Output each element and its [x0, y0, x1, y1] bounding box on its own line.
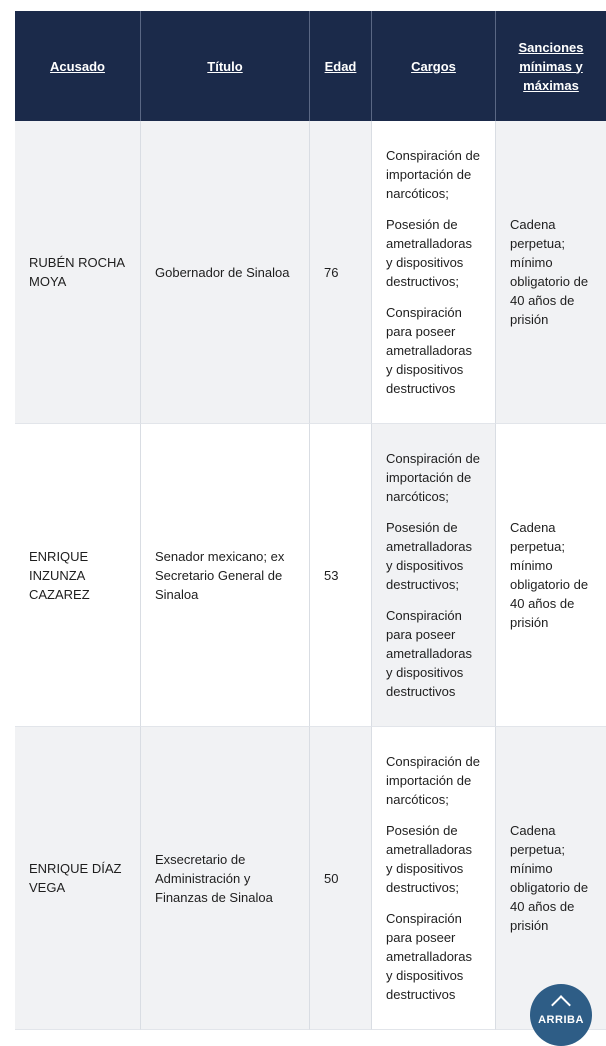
cell-cargos [372, 424, 496, 727]
charge-item: Conspiración de importación de narcóticos; [386, 148, 480, 201]
charge-item: Conspiración para poseer ametralladoras y dispositivos destructivos [386, 305, 472, 396]
cell-sanciones: Cadena perpetua; mínimo obligatorio de 40 años de prisión [496, 727, 606, 1030]
charge-item: Posesión de ametralladoras y dispositivos destructivos; [386, 217, 472, 289]
charge-item: Conspiración de importación de narcóticos; [386, 451, 480, 504]
charge-item: Conspiración de importación de narcóticos; [386, 754, 480, 807]
cell-titulo: Exsecretario de Administración y Finanzas de Sinaloa [141, 727, 310, 1030]
back-to-top-button[interactable] [530, 984, 592, 1046]
cell-acusado: ENRIQUE INZUNZA CAZAREZ [15, 424, 141, 727]
cell-edad: 76 [310, 121, 372, 424]
table-header-row [15, 11, 606, 121]
cell-acusado: ENRIQUE DÍAZ VEGA [15, 727, 141, 1030]
cell-sanciones: Cadena perpetua; mínimo obligatorio de 40 años de prisión [496, 424, 606, 727]
charge-item: Posesión de ametralladoras y dispositivos destructivos; [386, 520, 472, 592]
header-cargos[interactable]: Cargos [372, 11, 496, 121]
header-sanciones[interactable]: Sanciones mínimas y máximas [518, 39, 584, 93]
charge-item: Conspiración para poseer ametralladoras y dispositivos destructivos [386, 608, 472, 699]
cell-acusado: RUBÉN ROCHA MOYA [15, 121, 141, 424]
defendants-table [15, 11, 606, 1030]
charge-item: Conspiración para poseer ametralladoras y dispositivos destructivos [386, 911, 472, 1002]
table-row [15, 727, 606, 1030]
charge-item: Posesión de ametralladoras y dispositivos destructivos; [386, 823, 472, 895]
header-edad[interactable]: Edad [310, 11, 372, 121]
header-acusado[interactable]: Acusado [15, 11, 141, 121]
cell-titulo: Senador mexicano; ex Secretario General de Sinaloa [141, 424, 310, 727]
chevron-up-icon [551, 995, 571, 1015]
back-to-top-label: ARRIBA [538, 1014, 584, 1026]
table-row [15, 424, 606, 727]
header-titulo[interactable]: Título [141, 11, 310, 121]
cell-edad: 50 [310, 727, 372, 1030]
cell-cargos [372, 121, 496, 424]
table-row [15, 121, 606, 424]
cell-titulo: Gobernador de Sinaloa [141, 121, 310, 424]
cell-cargos [372, 727, 496, 1030]
cell-sanciones: Cadena perpetua; mínimo obligatorio de 40 años de prisión [496, 121, 606, 424]
cell-edad: 53 [310, 424, 372, 727]
